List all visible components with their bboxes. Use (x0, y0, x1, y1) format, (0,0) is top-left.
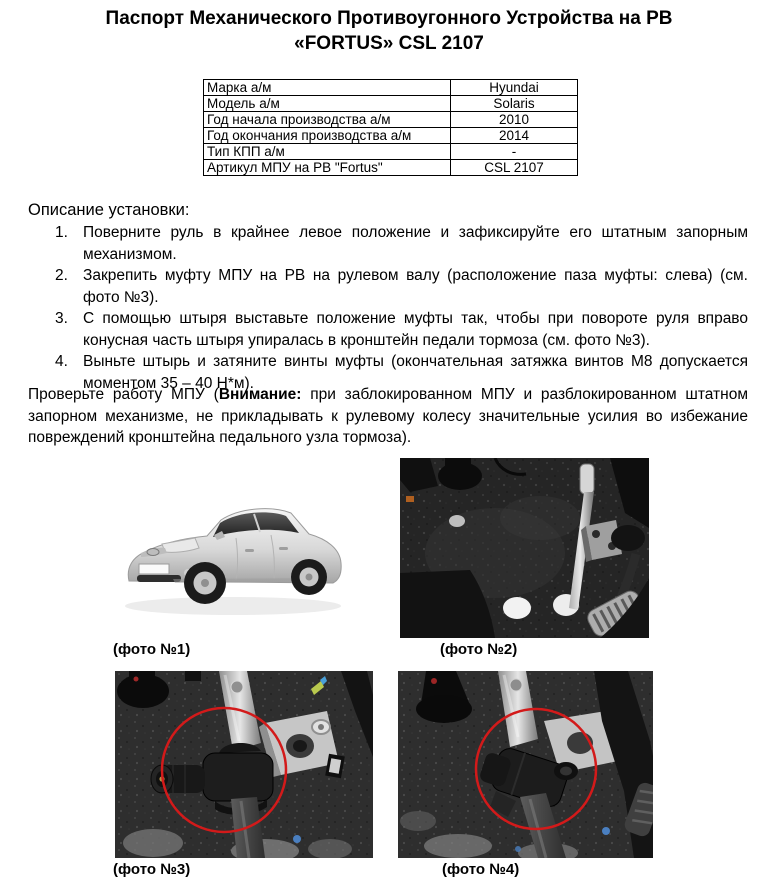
spec-value: Hyundai (451, 80, 578, 96)
step-number: 4. (55, 353, 68, 370)
warning-bold-word: Внимание: (218, 386, 302, 403)
installation-step (55, 308, 748, 351)
spec-label: Модель а/м (204, 96, 451, 112)
warning-text-end: при заблокированном МПУ и разблокированном штатном запорном механизме, не прикладывать к рулевому колесу значительные усилия во избежание повреждений кронштейна педального узла тормоза). (28, 386, 748, 446)
table-row (204, 96, 578, 112)
spec-value: Solaris (451, 96, 578, 112)
photo-4-label: (фото №4) (442, 861, 520, 878)
spec-label: Тип КПП а/м (204, 144, 451, 160)
spec-value: 2010 (451, 112, 578, 128)
step-text: Закрепить муфту МПУ на РВ на рулевом валу (расположение паза муфты: слева) (см. фото №3). (83, 267, 748, 306)
spec-value: - (451, 144, 578, 160)
photo-2-pedal-area-image (400, 458, 649, 638)
document-title (0, 6, 778, 56)
installation-step (55, 265, 748, 308)
table-row (204, 128, 578, 144)
spec-table (203, 79, 578, 176)
table-row (204, 112, 578, 128)
spec-value: 2014 (451, 128, 578, 144)
spec-label: Год начала производства а/м (204, 112, 451, 128)
spec-label: Год окончания производства а/м (204, 128, 451, 144)
table-row (204, 144, 578, 160)
step-text: Поверните руль в крайнее левое положение и зафиксируйте его штатным запорным механизмом. (83, 224, 748, 263)
spec-value: CSL 2107 (451, 160, 578, 176)
photo-3-label: (фото №3) (113, 861, 191, 878)
photo-1-car-image (113, 478, 348, 628)
photo-2-label: (фото №2) (440, 641, 518, 658)
installation-steps (55, 222, 748, 394)
title-line-2: «FORTUS» CSL 2107 (294, 33, 484, 54)
spec-label: Марка а/м (204, 80, 451, 96)
step-number: 1. (55, 224, 68, 241)
mpu-clamp (203, 753, 273, 801)
step-number: 3. (55, 310, 68, 327)
warning-paragraph (28, 384, 748, 449)
installation-heading: Описание установки: (28, 201, 190, 219)
installation-step (55, 222, 748, 265)
step-text: Выньте штырь и затяните винты муфты (окончательная затяжка винтов М8 допускается моментом 35 – 40 Н*м). (83, 353, 748, 392)
step-number: 2. (55, 267, 68, 284)
photo-3-clamp-image (115, 671, 373, 858)
table-row (204, 160, 578, 176)
photo-1-label: (фото №1) (113, 641, 191, 658)
spec-label: Артикул МПУ на РВ "Fortus" (204, 160, 451, 176)
table-row (204, 80, 578, 96)
warning-text-start: Проверьте работу МПУ ( (28, 386, 219, 403)
step-text: С помощью штыря выставьте положение муфты так, чтобы при повороте руля вправо конусная часть штыря упиралась в кронштейн педали тормоза (см. фото №3). (83, 310, 748, 349)
title-line-1: Паспорт Механического Противоугонного Устройства на РВ (105, 8, 673, 29)
photo-4-clamp-image (398, 671, 653, 858)
